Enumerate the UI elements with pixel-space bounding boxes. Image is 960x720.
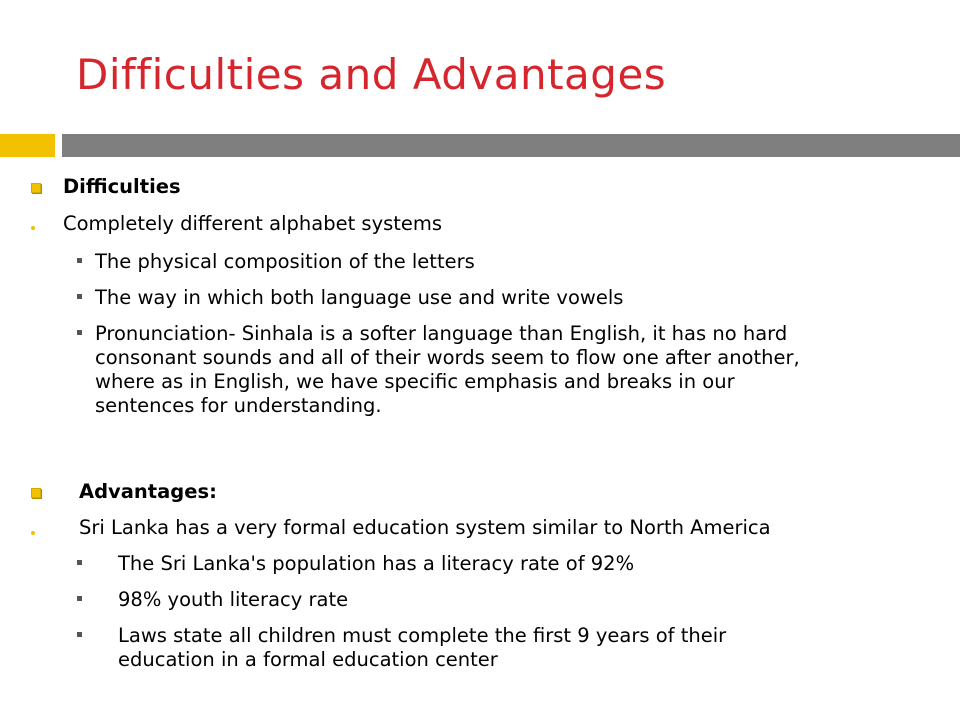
sub-bullet-icon: [77, 294, 82, 299]
square-bullet-icon: [31, 488, 41, 498]
accent-bar: [0, 134, 55, 157]
pronunciation-line: where as in English, we have specific emphasis and breaks in our: [95, 370, 735, 393]
slide-title: Difficulties and Advantages: [76, 50, 667, 99]
difficulties-bullet: Completely different alphabet systems: [63, 212, 443, 235]
advantages-heading: Advantages:: [79, 480, 217, 503]
pronunciation-line: Pronunciation- Sinhala is a softer language than English, it has no hard: [95, 322, 788, 345]
pronunciation-line: sentences for understanding.: [95, 394, 382, 417]
difficulties-sub-item: The way in which both language use and write vowels: [95, 286, 624, 309]
dot-bullet-icon: [31, 226, 35, 230]
pronunciation-paragraph: [95, 322, 800, 418]
difficulties-heading: Difficulties: [63, 175, 181, 198]
square-bullet-icon: [31, 183, 41, 193]
sub-bullet-icon: [77, 560, 82, 565]
advantages-bullet: Sri Lanka has a very formal education system similar to North America: [79, 516, 771, 539]
advantages-sub-item: The Sri Lanka's population has a literacy rate of 92%: [118, 552, 635, 575]
sub-bullet-icon: [77, 330, 82, 335]
sub-bullet-icon: [77, 258, 82, 263]
header-divider-bar: [62, 134, 960, 157]
dot-bullet-icon: [31, 531, 35, 535]
laws-line: education in a formal education center: [118, 648, 498, 671]
pronunciation-line: consonant sounds and all of their words seem to flow one after another,: [95, 346, 800, 369]
difficulties-sub-item: The physical composition of the letters: [95, 250, 475, 273]
laws-paragraph: [118, 624, 726, 672]
sub-bullet-icon: [77, 632, 82, 637]
laws-line: Laws state all children must complete the first 9 years of their: [118, 624, 727, 647]
sub-bullet-icon: [77, 596, 82, 601]
advantages-sub-item: 98% youth literacy rate: [118, 588, 349, 611]
